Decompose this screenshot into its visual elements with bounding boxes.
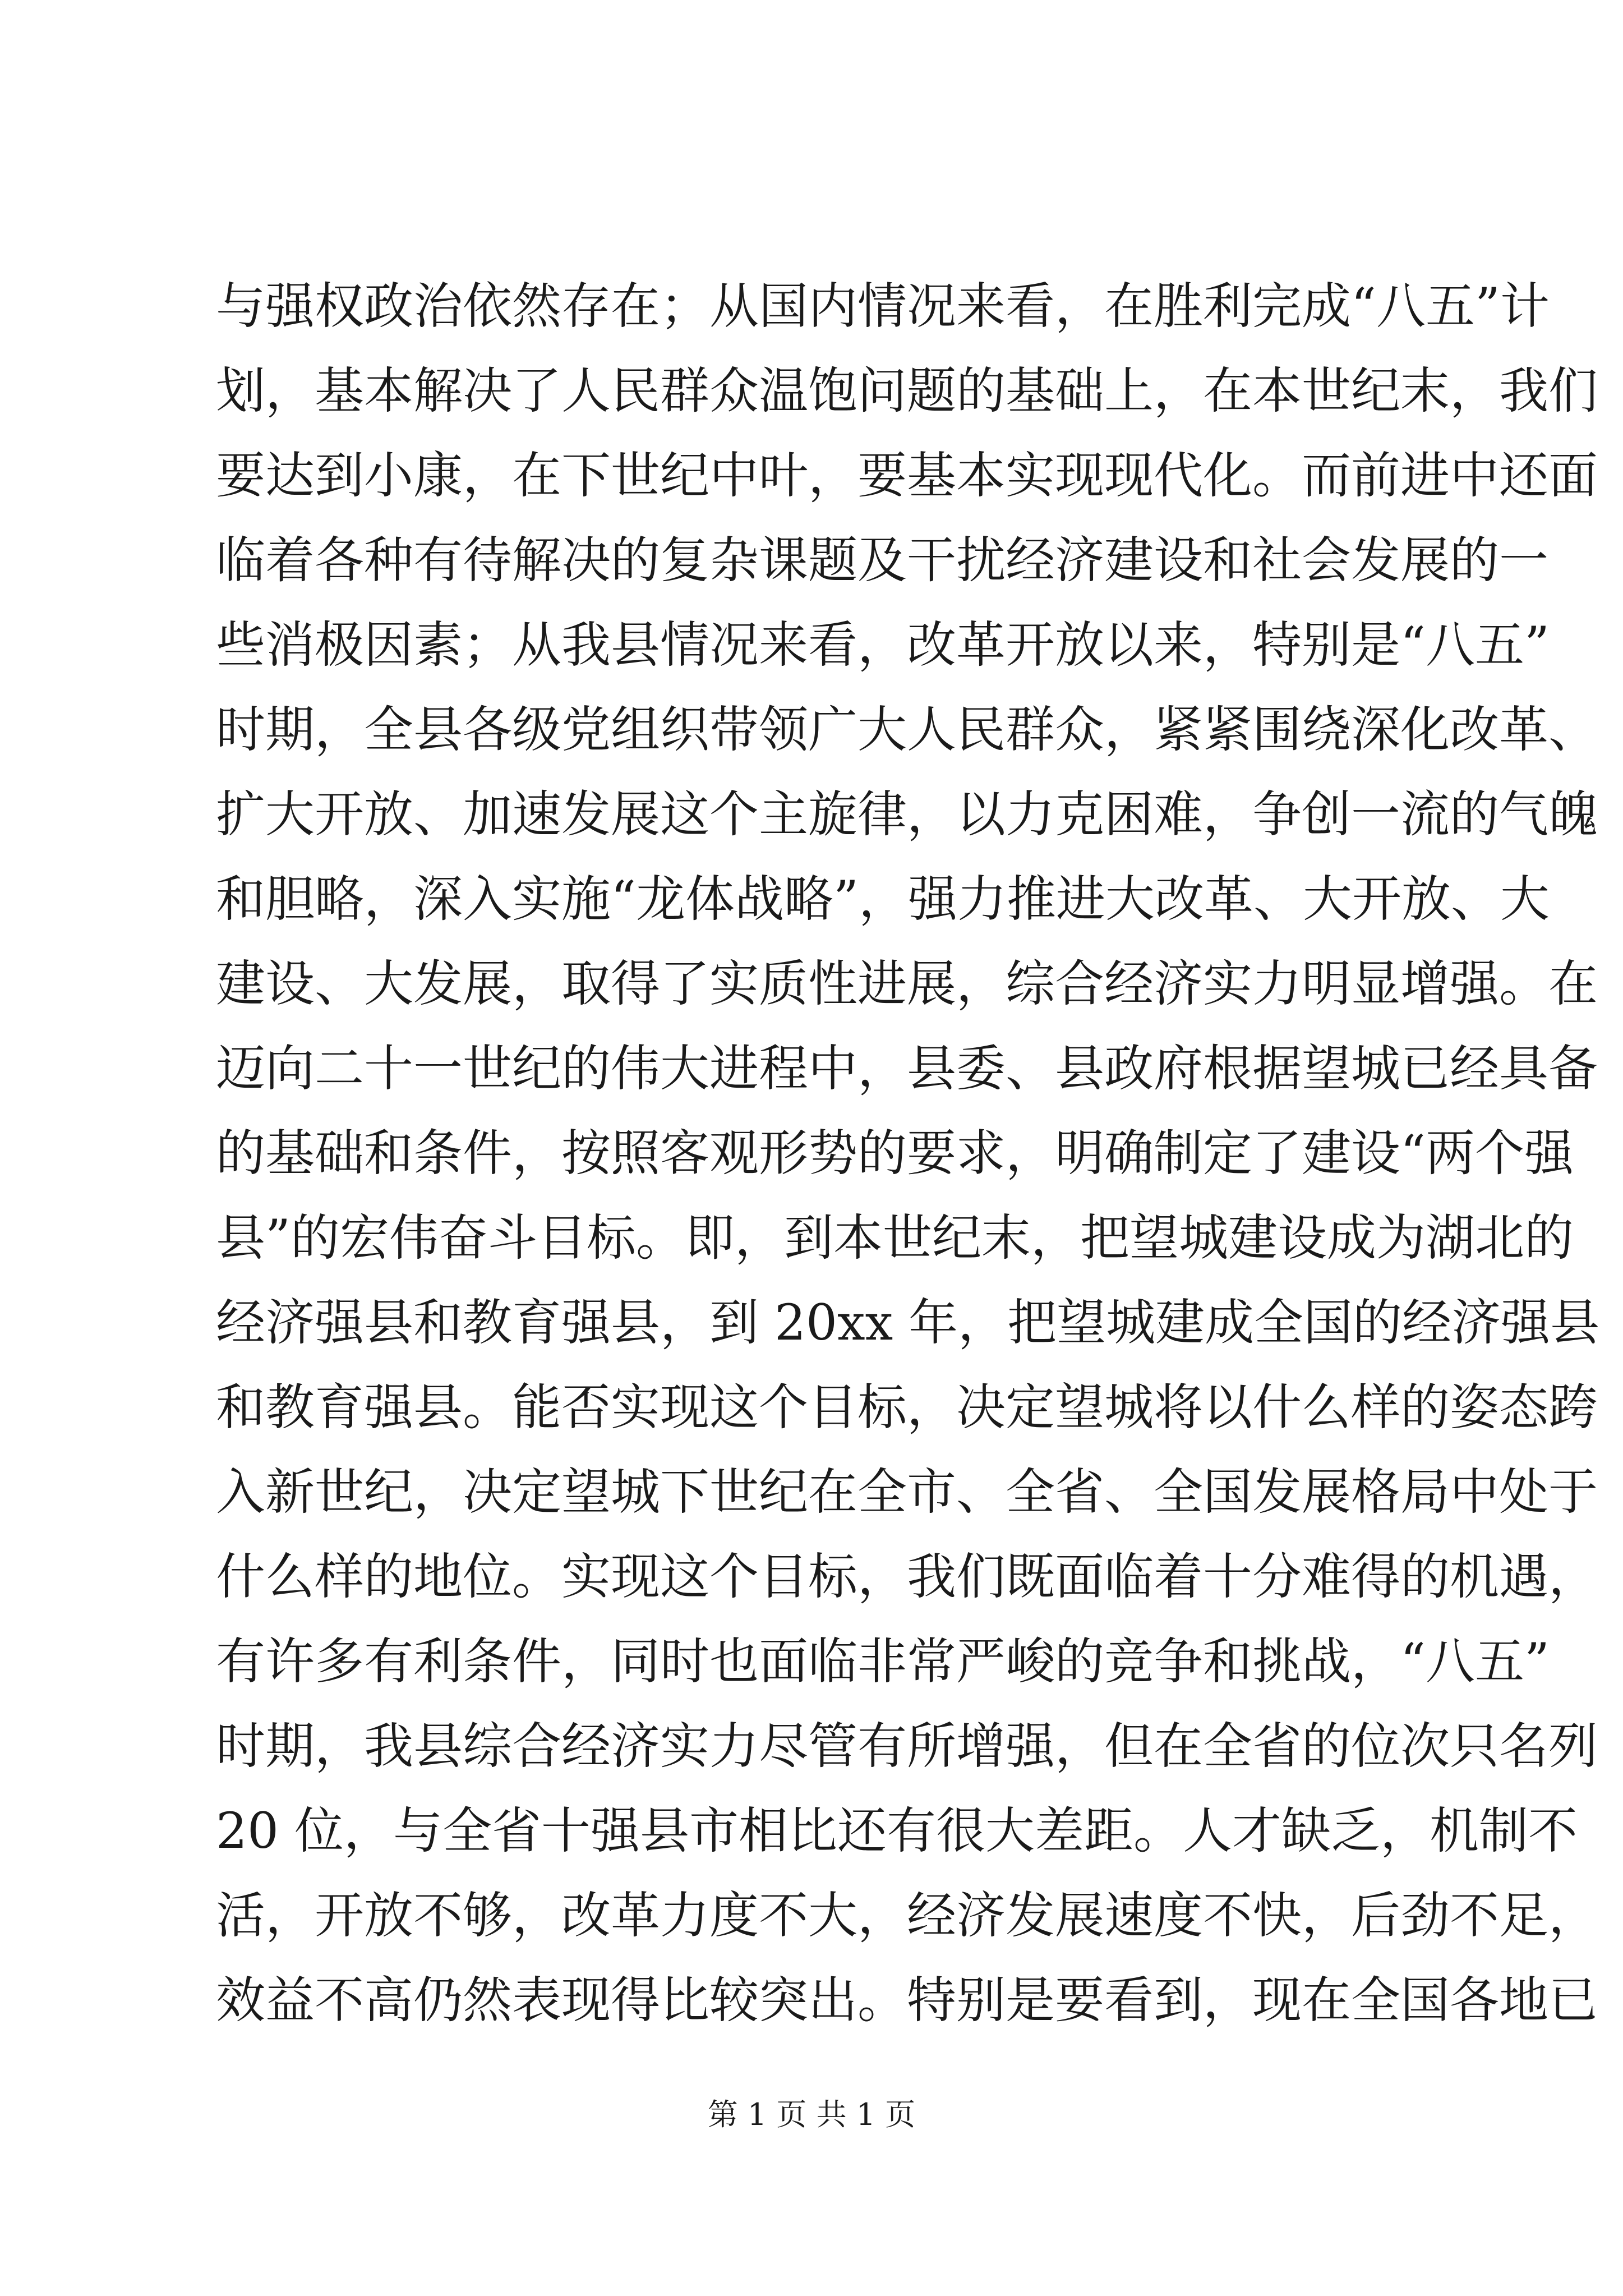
text-line: 活，开放不够，改革力度不大，经济发展速度不快，后劲不足， [216,1887,1598,1944]
text-line: 临着各种有待解决的复杂课题及干扰经济建设和社会发展的一 [216,531,1549,589]
text-line: 时期，全县各级党组织带领广大人民群众，紧紧围绕深化改革、 [216,701,1598,758]
text-line: 扩大开放、加速发展这个主旋律，以力克困难，争创一流的气魄 [216,785,1598,843]
text-line: 和胆略，深入实施“龙体战略”，强力推进大改革、大开放、大 [216,870,1550,928]
page-footer: 第 1 页 共 1 页 [707,2097,916,2132]
text-line: 的基础和条件，按照客观形势的要求，明确制定了建设“两个强 [216,1124,1574,1182]
text-line: 建设、大发展，取得了实质性进展，综合经济实力明显增强。在 [216,955,1598,1013]
text-line: 和教育强县。能否实现这个目标，决定望城将以什么样的姿态跨 [216,1378,1598,1436]
text-line: 经济强县和教育强县，到 20xx 年，把望城建成全国的经济强县 [216,1294,1600,1351]
text-line: 时期，我县综合经济实力尽管有所增强，但在全省的位次只名列 [216,1717,1598,1775]
text-line: 县”的宏伟奋斗目标。即，到本世纪末，把望城建设成为湖北的 [216,1209,1574,1267]
text-line: 划，基本解决了人民群众温饱问题的基础上，在本世纪末，我们 [216,362,1598,420]
text-line: 有许多有利条件，同时也面临非常严峻的竞争和挑战，“八五” [216,1632,1550,1690]
text-line: 要达到小康，在下世纪中叶，要基本实现现代化。而前进中还面 [216,447,1598,504]
body-text [216,264,1600,2042]
text-line: 入新世纪，决定望城下世纪在全市、全省、全国发展格局中处于 [216,1463,1598,1521]
text-line: 效益不高仍然表现得比较突出。特别是要看到，现在全国各地已 [216,1971,1598,2029]
text-line: 与强权政治依然存在；从国内情况来看，在胜利完成“八五”计 [216,277,1550,335]
text-line: 迈向二十一世纪的伟大进程中，县委、县政府根据望城已经具备 [216,1039,1598,1097]
text-line: 什么样的地位。实现这个目标，我们既面临着十分难得的机遇， [216,1548,1598,1605]
text-line: 些消极因素；从我县情况来看，改革开放以来，特别是“八五” [216,616,1550,674]
text-line: 20 位，与全省十强县市相比还有很大差距。人才缺乏，机制不 [216,1802,1578,1860]
